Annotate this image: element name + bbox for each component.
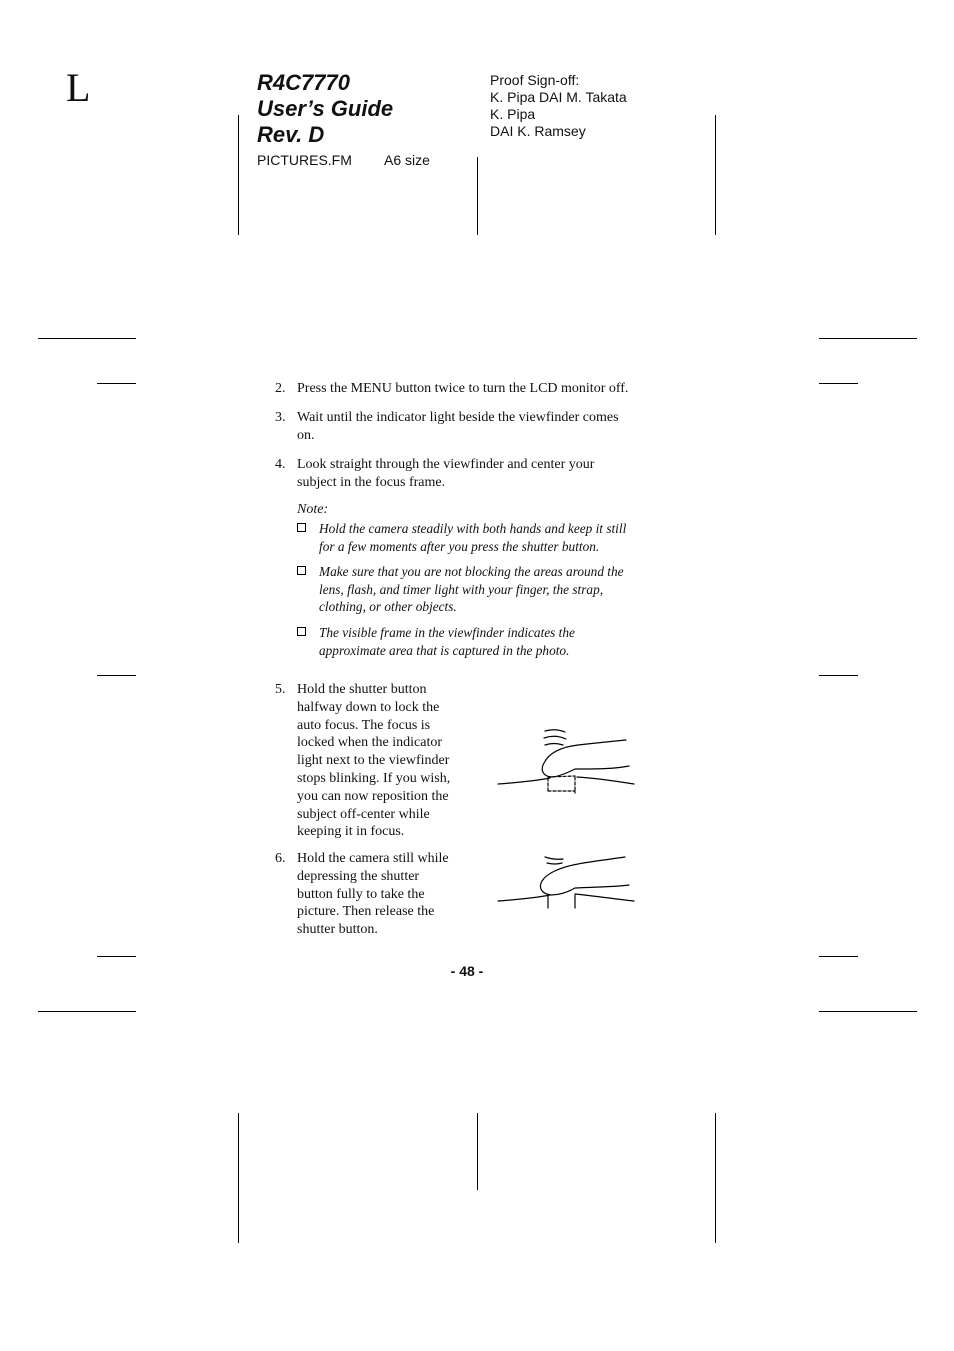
page-size: A6 size [384, 152, 430, 168]
crop-mark [238, 1113, 239, 1243]
title-line: Rev. D [257, 122, 325, 147]
step-line: picture. Then release the [297, 904, 435, 920]
crop-mark [715, 115, 716, 235]
step-line: on. [297, 427, 315, 443]
bullet-line: Make sure that you are not blocking the areas around the [319, 564, 624, 579]
step-line: halfway down to lock the [297, 699, 440, 715]
crop-mark [819, 956, 858, 957]
crop-mark [97, 675, 136, 676]
step-line: stops blinking. If you wish, [297, 770, 451, 786]
step-line: Wait until the indicator light beside the viewfinder comes [297, 410, 619, 425]
proof-line: DAI K. Ramsey [490, 123, 586, 139]
step-number: 6. [275, 851, 286, 866]
step-line: subject in the focus frame. [297, 474, 446, 490]
step-line: depressing the shutter [297, 868, 420, 884]
bullet-text [319, 520, 659, 555]
page-number: - 48 - [450, 963, 484, 979]
crop-mark [819, 1011, 917, 1012]
file-info [257, 151, 430, 169]
file-name: PICTURES.FM [257, 152, 352, 168]
crop-mark [38, 1011, 136, 1012]
crop-mark [819, 338, 917, 339]
step-number: 4. [275, 457, 286, 472]
corner-letter: L [66, 65, 91, 110]
crop-mark [819, 383, 858, 384]
step-text [297, 681, 477, 841]
crop-mark [477, 157, 478, 235]
step-line: Hold the shutter button [297, 682, 427, 697]
step-line: Look straight through the viewfinder and center your [297, 457, 595, 472]
step-line: subject off-center while [297, 806, 430, 822]
step-text [297, 380, 675, 398]
crop-mark [38, 338, 136, 339]
step-number: 5. [275, 682, 286, 697]
crop-mark [97, 956, 136, 957]
title-line: R4C7770 [257, 70, 350, 95]
bullet-text [319, 624, 659, 659]
checkbox-bullet-icon [297, 566, 306, 575]
bullet-line: clothing, or other objects. [319, 599, 457, 615]
checkbox-bullet-icon [297, 523, 306, 532]
step-line: you can now reposition the [297, 788, 449, 804]
step-line: auto focus. The focus is [297, 717, 431, 733]
proof-sign-off [490, 72, 627, 140]
step-line: button fully to take the [297, 886, 425, 902]
bullet-line: Hold the camera steadily with both hands and keep it still [319, 521, 627, 536]
crop-mark [477, 1113, 478, 1190]
checkbox-bullet-icon [297, 627, 306, 636]
step-number: 2. [275, 381, 286, 396]
proof-line: K. Pipa DAI M. Takata [490, 89, 627, 105]
finger-half-press-icon [495, 725, 640, 800]
finger-full-press-icon [495, 852, 640, 912]
crop-mark [819, 675, 858, 676]
step-line: locked when the indicator [297, 735, 443, 751]
step-line: shutter button. [297, 922, 378, 938]
crop-mark [715, 1113, 716, 1243]
bullet-line: lens, flash, and timer light with your finger, the strap, [319, 581, 604, 597]
step-line: keeping it in focus. [297, 824, 405, 840]
proof-line: K. Pipa [490, 106, 536, 122]
step-line: light next to the viewfinder [297, 753, 450, 769]
bullet-text [319, 563, 659, 616]
step-text [297, 850, 477, 939]
step-number: 3. [275, 410, 286, 425]
proof-line: Proof Sign-off: [490, 72, 580, 88]
step-line: Hold the camera still while [297, 851, 449, 866]
title-line: User’s Guide [257, 96, 394, 121]
crop-mark [238, 115, 239, 235]
step-text [297, 456, 675, 492]
bullet-line: approximate area that is captured in the photo. [319, 642, 570, 658]
bullet-line: for a few moments after you press the shutter button. [319, 538, 600, 554]
step-text [297, 409, 675, 445]
bullet-line: The visible frame in the viewfinder indicates the [319, 625, 575, 640]
step-line: Press the MENU button twice to turn the LCD monitor off. [297, 381, 629, 396]
note-heading: Note: [297, 502, 329, 517]
crop-mark [97, 383, 136, 384]
document-title [257, 70, 393, 148]
